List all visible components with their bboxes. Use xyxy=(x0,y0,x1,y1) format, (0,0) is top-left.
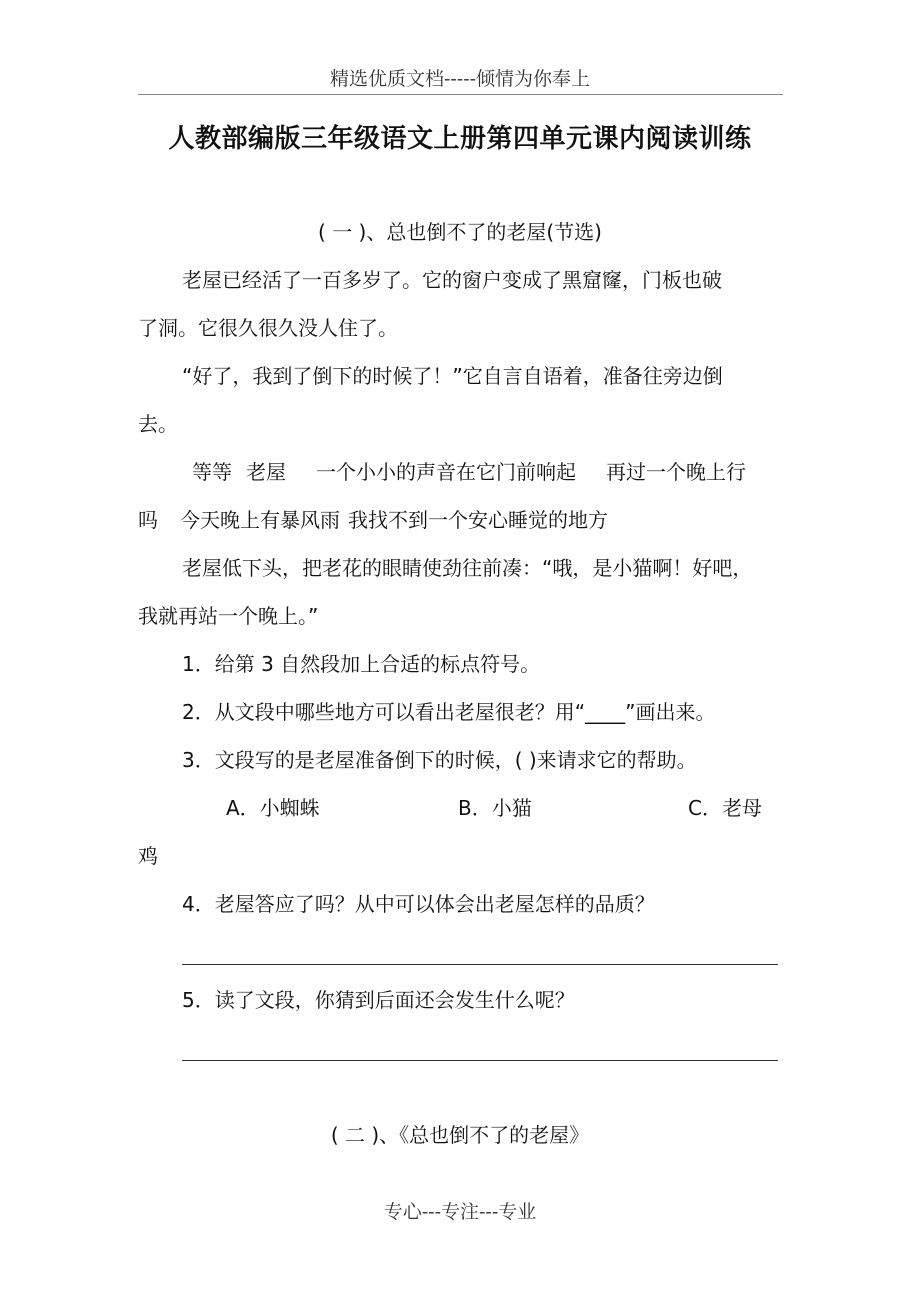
section-2-heading: ( 二 )、《总也倒不了的老屋》 xyxy=(330,1123,590,1147)
question-2: 2．从文段中哪些地方可以看出老屋很老？用“____”画出来。 xyxy=(182,700,716,724)
question-3-option-c: C．老母 xyxy=(688,796,762,820)
p3-fragment: 等等 xyxy=(192,460,232,484)
paragraph-4-line-1: 老屋低下头，把老花的眼睛使劲往前凑：“哦，是小猫啊！好吧， xyxy=(182,556,753,580)
question-1: 1．给第 3 自然段加上合适的标点符号。 xyxy=(182,652,541,676)
answer-line-4 xyxy=(182,964,778,965)
header-rule xyxy=(138,94,783,95)
paragraph-3-line-1 xyxy=(192,462,746,482)
page-header: 精选优质文档-----倾情为你奉上 xyxy=(329,68,591,90)
paragraph-2-line-2: 去。 xyxy=(138,412,178,436)
question-3-option-c-wrap: 鸡 xyxy=(138,844,158,868)
question-4: 4．老屋答应了吗？从中可以体会出老屋怎样的品质？ xyxy=(182,892,655,916)
paragraph-3-line-2 xyxy=(138,510,608,530)
question-3-option-b: B．小猫 xyxy=(458,796,532,820)
paragraph-1-line-2: 了洞。它很久很久没人住了。 xyxy=(138,316,398,340)
answer-line-5 xyxy=(182,1060,778,1061)
section-1-heading: ( 一 )、总也倒不了的老屋(节选) xyxy=(318,220,602,244)
question-3: 3．文段写的是老屋准备倒下的时候，( )来请求它的帮助。 xyxy=(182,748,697,772)
p3-fragment: 老屋 xyxy=(246,460,286,484)
p3-fragment: 我找不到一个安心睡觉的地方 xyxy=(348,508,608,532)
paragraph-4-line-2: 我就再站一个晚上。” xyxy=(138,604,319,628)
p3-fragment: 吗 xyxy=(138,508,158,532)
document-title: 人教部编版三年级语文上册第四单元课内阅读训练 xyxy=(168,124,752,154)
question-5: 5．读了文段，你猜到后面还会发生什么呢？ xyxy=(182,988,575,1012)
paragraph-1-line-1: 老屋已经活了一百多岁了。它的窗户变成了黑窟窿，门板也破 xyxy=(182,268,722,292)
paragraph-2-line-1: “好了，我到了倒下的时候了！”它自言自语着，准备往旁边倒 xyxy=(182,364,723,388)
question-3-option-a: A．小蜘蛛 xyxy=(226,796,320,820)
p3-fragment: 一个小小的声音在它门前响起 xyxy=(316,460,576,484)
p3-fragment: 今天晚上有暴风雨 xyxy=(180,508,340,532)
page-footer: 专心---专注---专业 xyxy=(383,1201,537,1223)
p3-fragment: 再过一个晚上行 xyxy=(606,460,746,484)
